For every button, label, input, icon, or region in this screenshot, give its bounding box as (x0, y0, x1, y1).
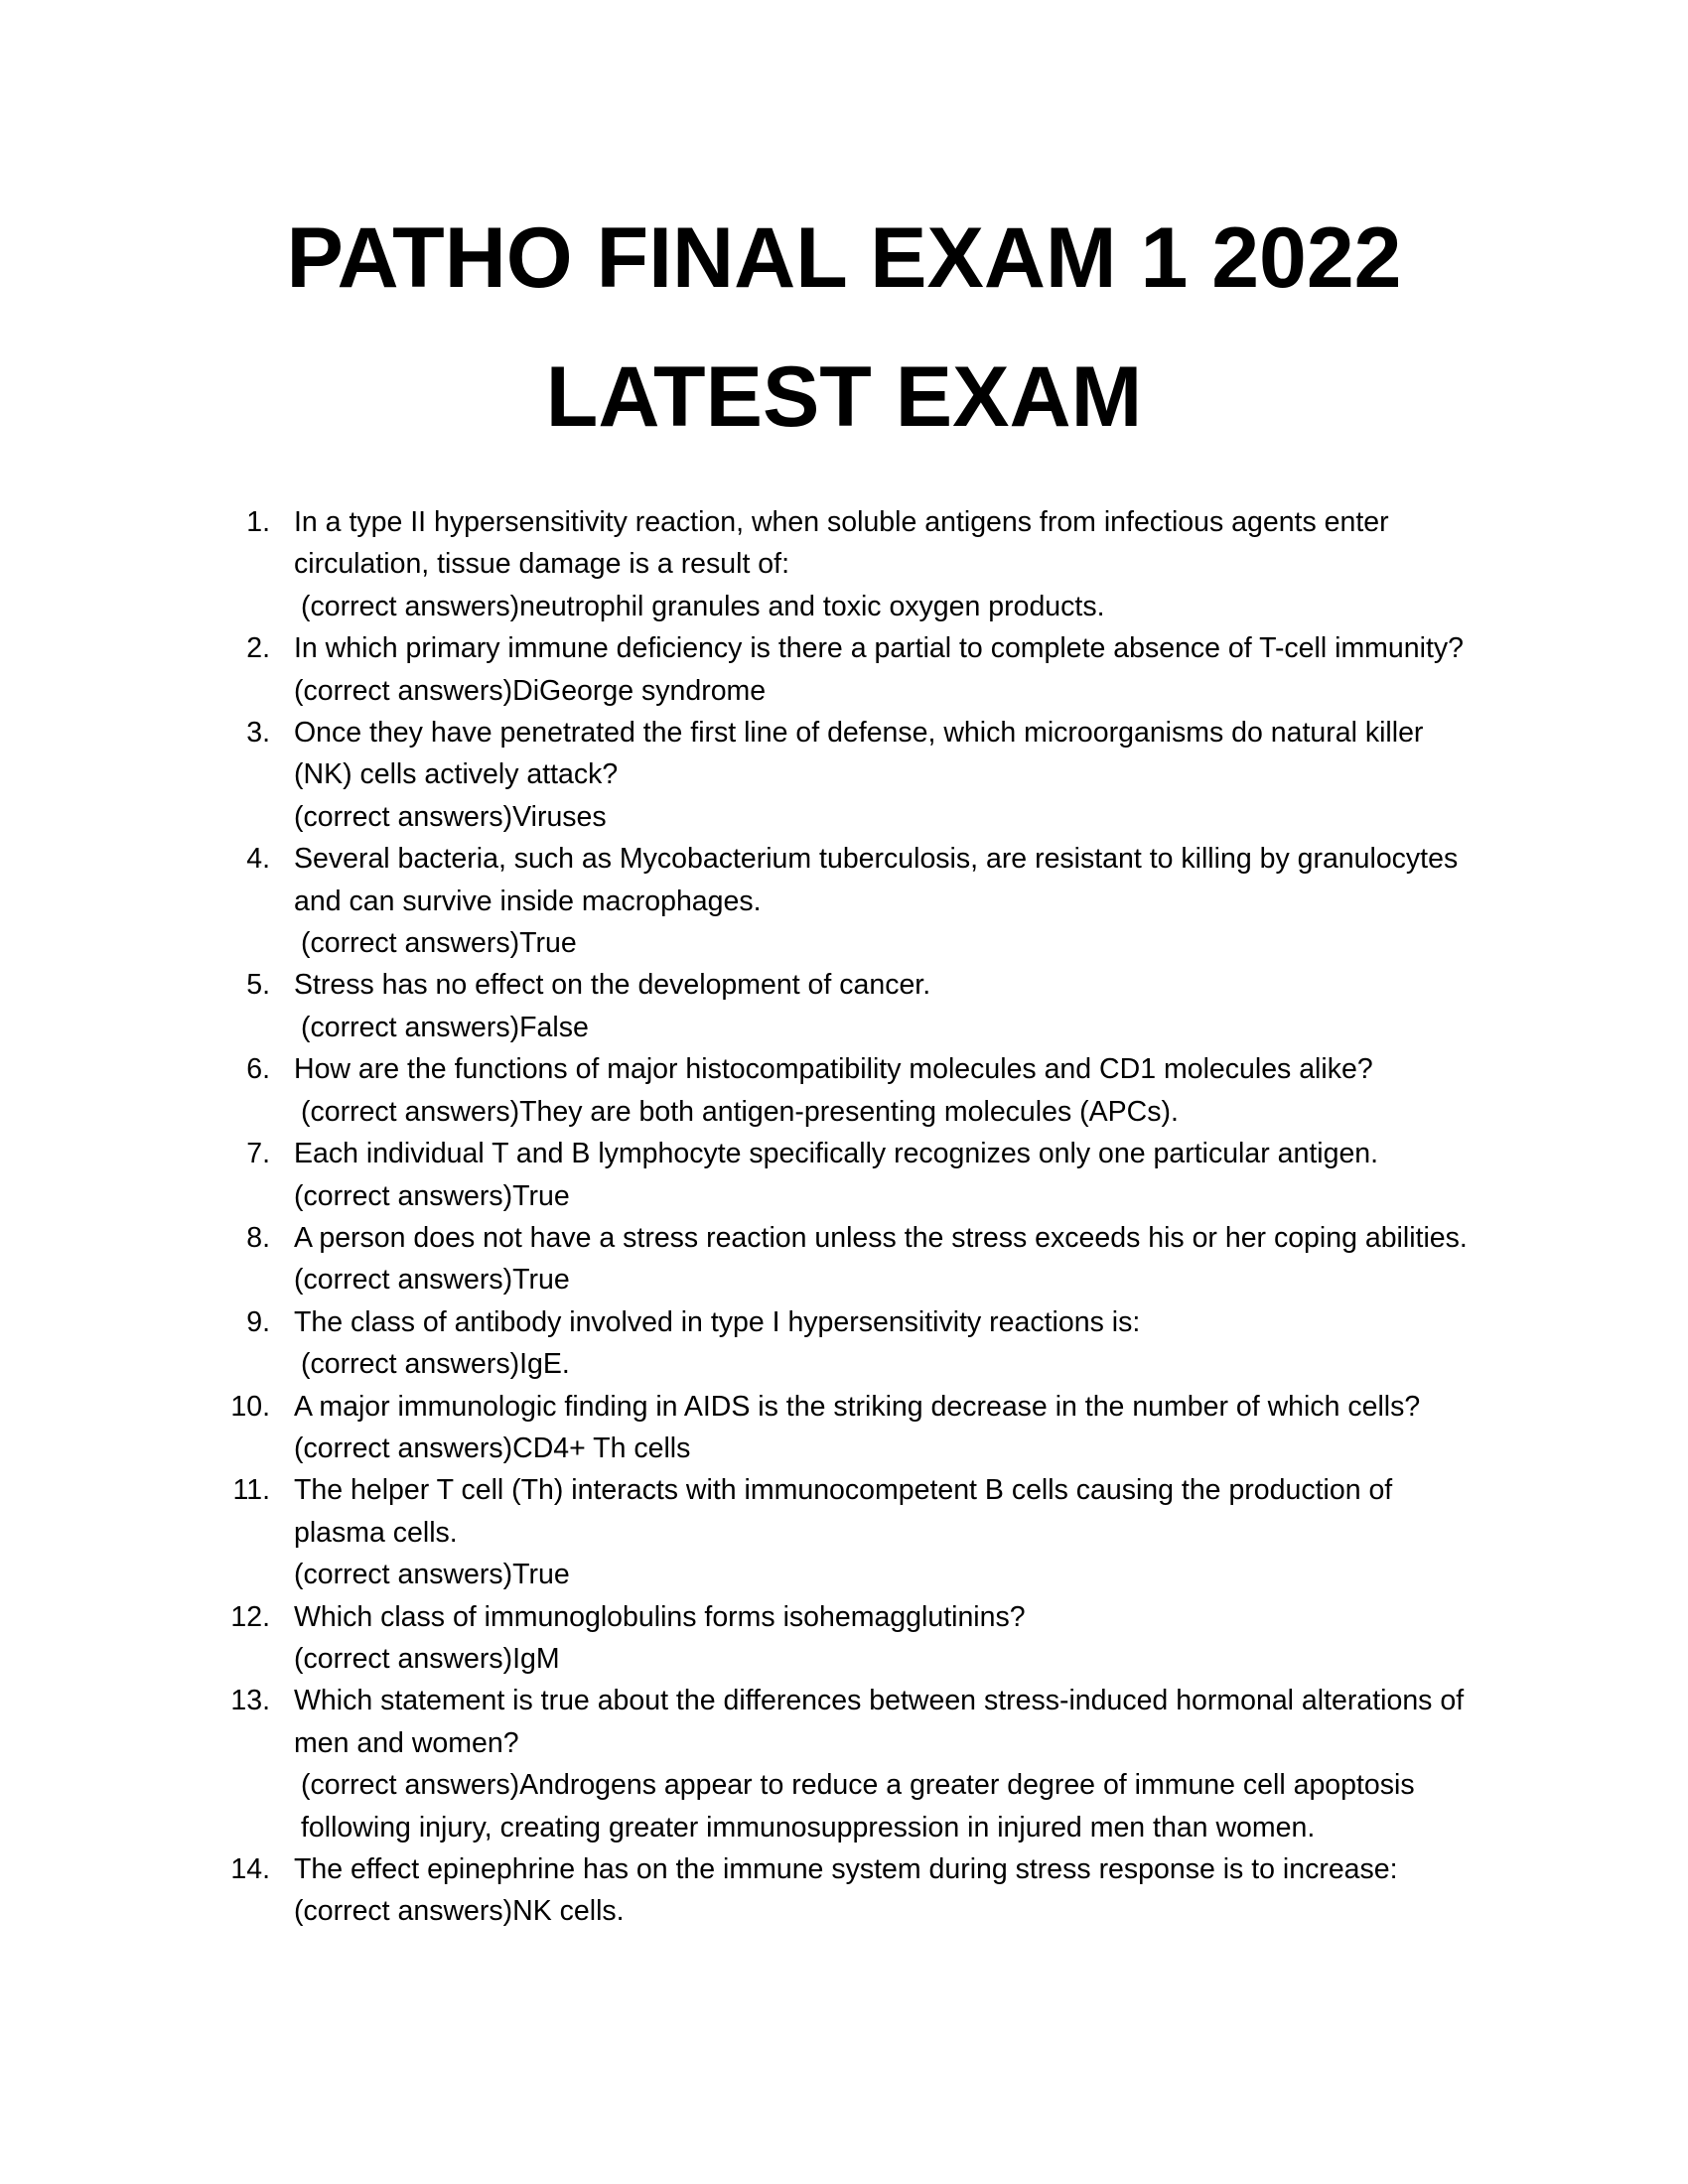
question-item (232, 1469, 1470, 1595)
question-number: 11. (232, 1474, 270, 1507)
question-text: The effect epinephrine has on the immune system during stress response is to increase: (294, 1853, 1398, 1885)
question-number: 9. (246, 1305, 270, 1338)
question-item (238, 501, 1470, 627)
question-answer: (correct answers)neutrophil granules and toxic oxygen products. (301, 590, 1105, 622)
question-number: 13. (230, 1685, 270, 1717)
question-item (230, 1680, 1470, 1848)
question-text: Each individual T and B lymphocyte specifically recognizes only one particular antigen. (294, 1138, 1379, 1170)
question-number: 8. (246, 1221, 270, 1254)
document-title: PATHO FINAL EXAM 1 2022 (286, 210, 1402, 306)
question-answer: (correct answers)True (301, 927, 577, 960)
question-text: The class of antibody involved in type I hypersensitivity reactions is: (294, 1305, 1141, 1338)
question-answer: (correct answers)Androgens appear to reduce a greater degree of immune cell apoptosis following injury, creating greater immunosuppression in injured men than women. (301, 1769, 1415, 1843)
question-number: 4. (246, 843, 270, 876)
question-item (238, 838, 1470, 964)
question-answer: (correct answers)IgM (294, 1642, 560, 1675)
question-number: 12. (230, 1600, 270, 1633)
question-text: A major immunologic finding in AIDS is the striking decrease in the number of which cells? (294, 1390, 1421, 1423)
question-answer: (correct answers)NK cells. (294, 1895, 625, 1928)
question-answer: (correct answers)IgE. (301, 1348, 570, 1381)
question-text: Which class of immunoglobulins forms isohemagglutinins? (294, 1600, 1026, 1633)
question-item (238, 627, 1470, 712)
question-text: A person does not have a stress reaction unless the stress exceeds his or her coping abilities. (294, 1221, 1468, 1254)
question-text: Several bacteria, such as Mycobacterium tuberculosis, are resistant to killing by granulocytes and can survive inside macrophages. (294, 843, 1459, 917)
document-subtitle: LATEST EXAM (545, 349, 1143, 445)
question-item (238, 1048, 1470, 1133)
question-item (238, 1217, 1470, 1301)
question-item (238, 712, 1470, 838)
question-answer: (correct answers)True (294, 1264, 570, 1297)
question-item (230, 1386, 1470, 1470)
question-text: In a type II hypersensitivity reaction, when soluble antigens from infectious agents enter circulation, tissue damage is a result of: (294, 506, 1389, 581)
question-answer: (correct answers)True (294, 1179, 570, 1212)
question-number: 6. (246, 1053, 270, 1086)
question-item (238, 1133, 1470, 1217)
question-text: In which primary immune deficiency is there a partial to complete absence of T-cell immunity? (294, 632, 1464, 665)
question-number: 1. (246, 506, 270, 538)
question-number: 2. (246, 632, 270, 665)
question-answer: (correct answers)True (294, 1559, 570, 1591)
question-number: 7. (246, 1138, 270, 1170)
question-answer: (correct answers)CD4+ Th cells (294, 1432, 691, 1464)
question-answer: (correct answers)False (301, 1011, 589, 1043)
question-answer: (correct answers)DiGeorge syndrome (294, 674, 767, 707)
question-item (238, 1301, 1470, 1386)
question-text: Once they have penetrated the first line of defense, which microorganisms do natural killer (NK) cells actively attack? (294, 717, 1424, 791)
question-answer: (correct answers)Viruses (294, 800, 607, 833)
question-text: Which statement is true about the differences between stress-induced hormonal alterations of men and women? (294, 1685, 1465, 1759)
question-number: 14. (230, 1853, 270, 1885)
question-item (238, 964, 1470, 1048)
question-text: How are the functions of major histocompatibility molecules and CD1 molecules alike? (294, 1053, 1373, 1086)
question-number: 3. (246, 717, 270, 750)
question-answer: (correct answers)They are both antigen-presenting molecules (APCs). (301, 1095, 1179, 1128)
question-item (230, 1596, 1470, 1681)
question-number: 5. (246, 969, 270, 1002)
question-number: 10. (230, 1390, 270, 1423)
question-text: Stress has no effect on the development of cancer. (294, 969, 931, 1002)
question-text: The helper T cell (Th) interacts with immunocompetent B cells causing the production of plasma cells. (294, 1474, 1393, 1549)
question-item (230, 1848, 1470, 1933)
question-list (230, 501, 1470, 1933)
